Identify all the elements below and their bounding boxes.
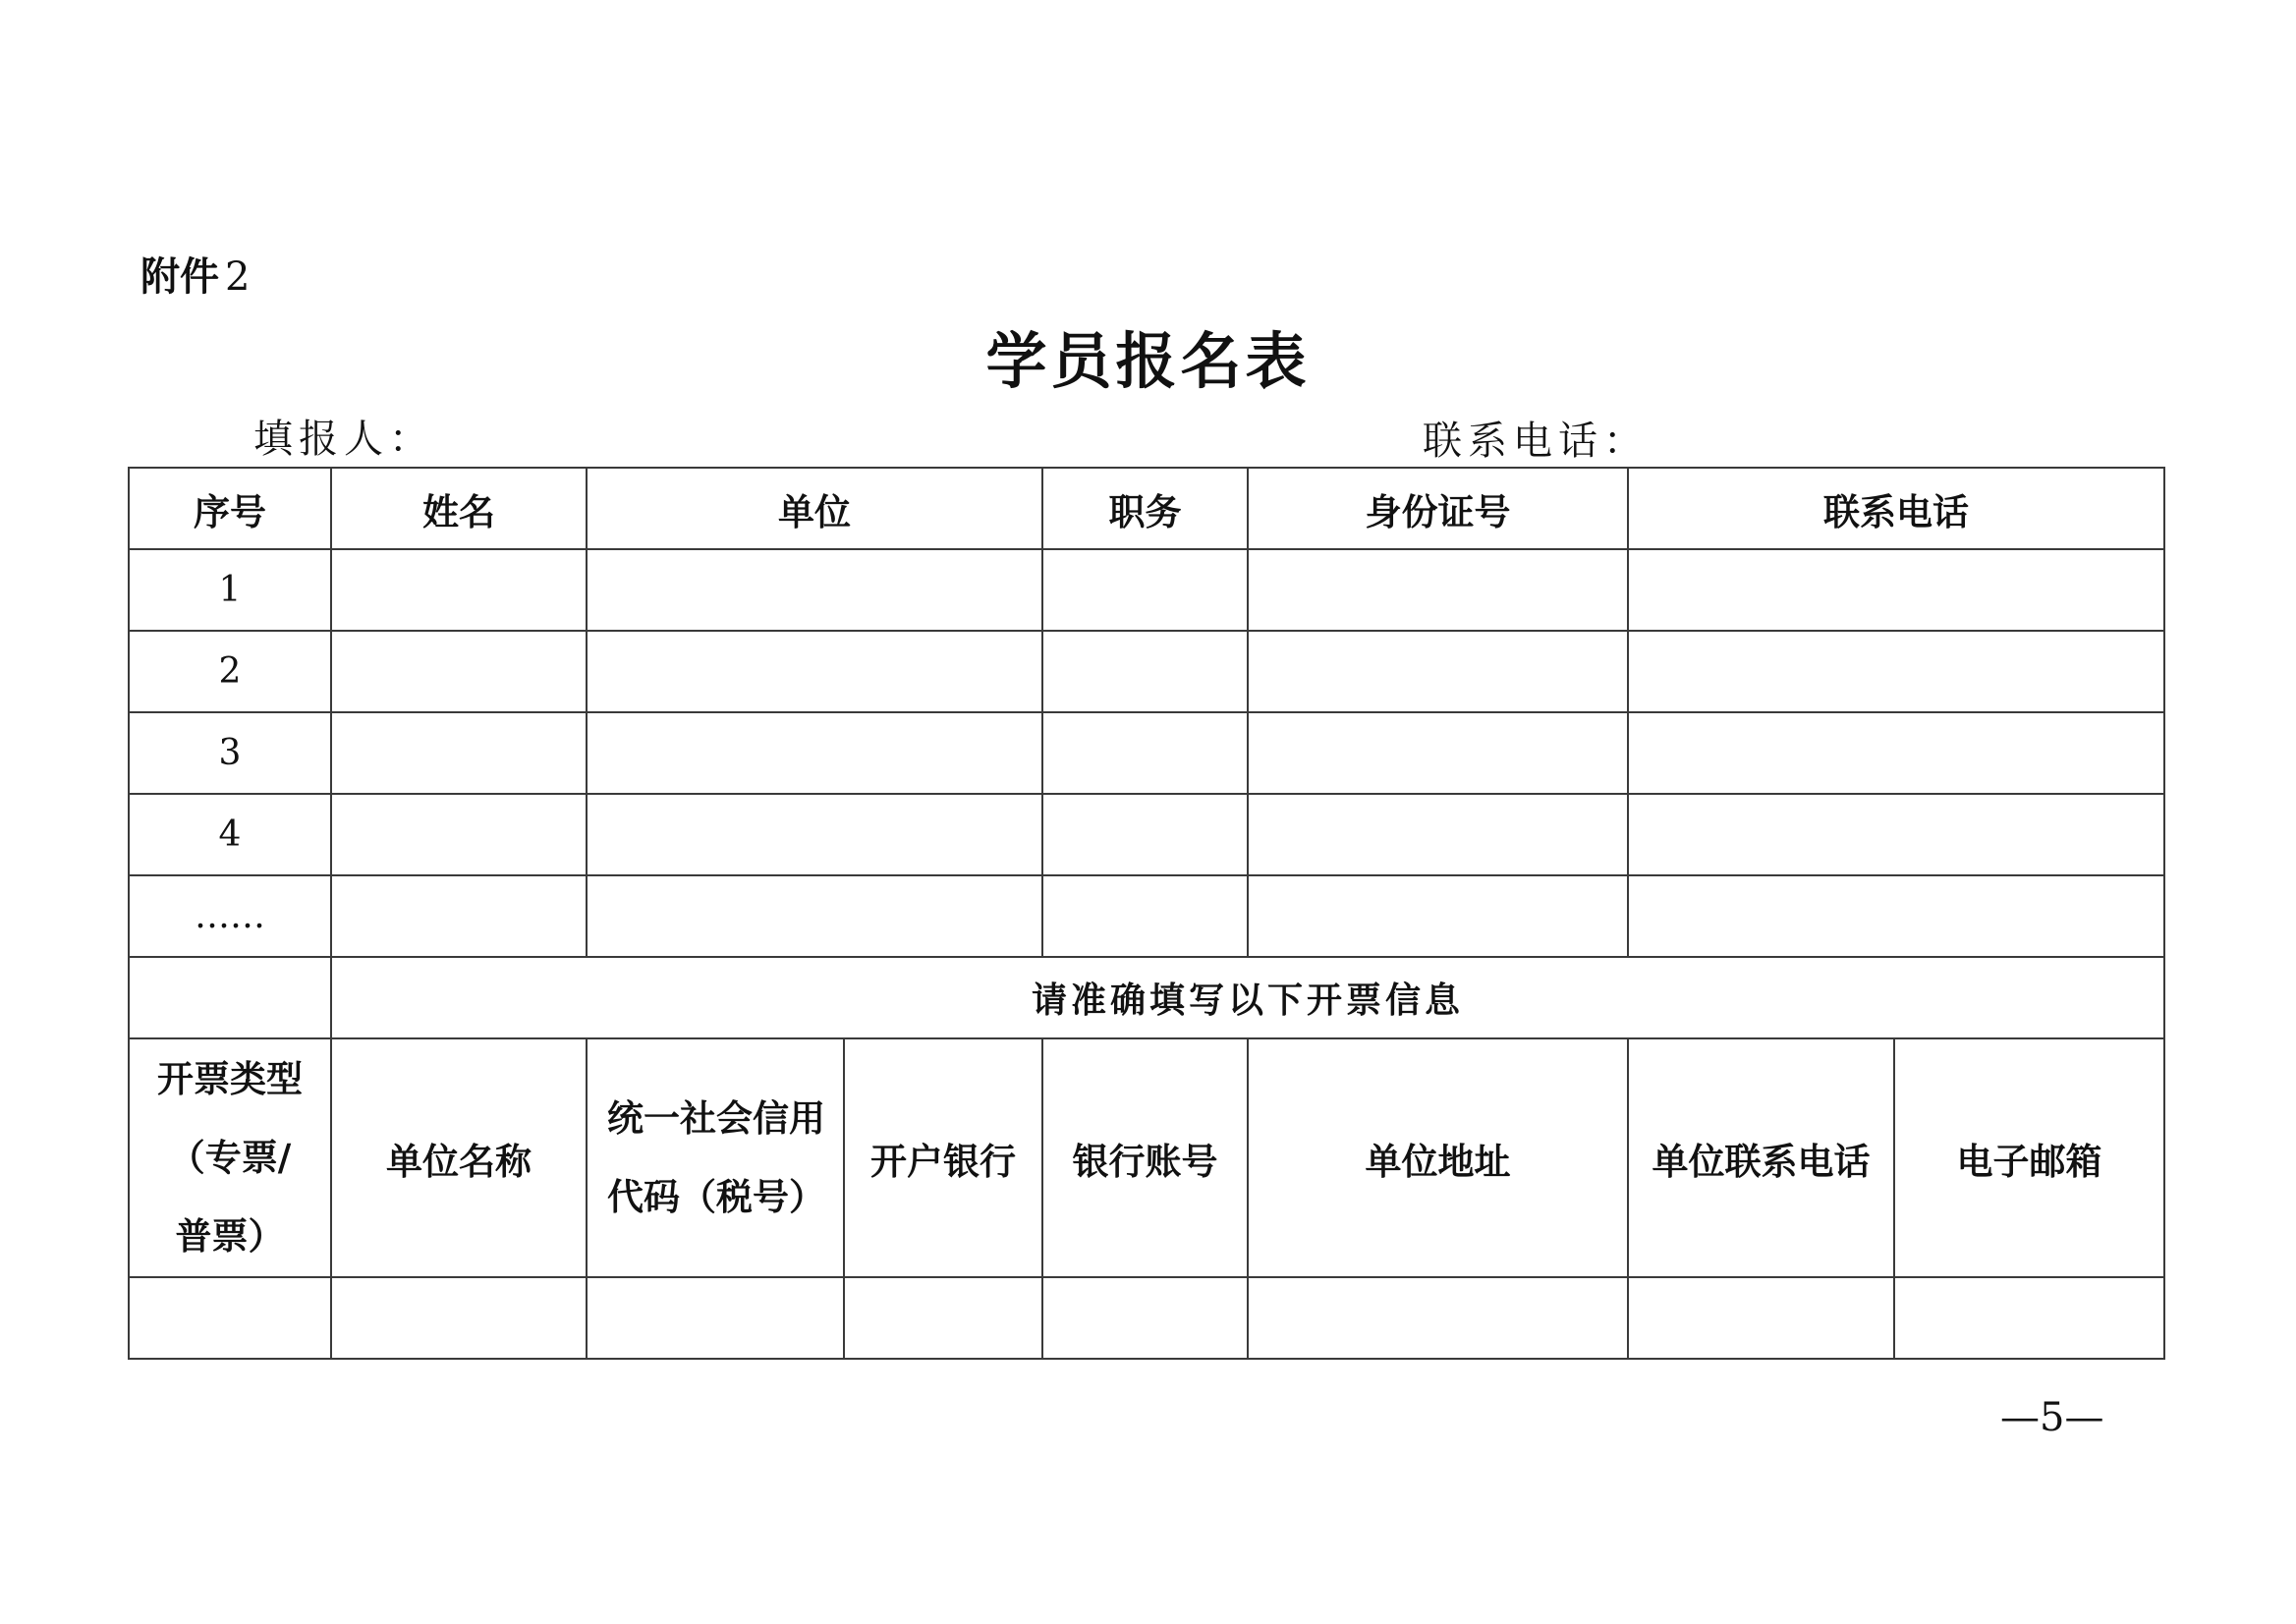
cell-name[interactable]	[331, 712, 587, 794]
table-row	[129, 549, 2164, 631]
invoice-type-line: 开票类型	[157, 1057, 303, 1100]
cell-bank[interactable]	[844, 1277, 1042, 1359]
invoice-header-unit-name: 单位名称	[331, 1038, 587, 1277]
cell-position[interactable]	[1042, 875, 1248, 957]
cell-phone[interactable]	[1628, 875, 2164, 957]
header-row	[129, 468, 2164, 549]
cell-address[interactable]	[1248, 1277, 1628, 1359]
header-seq: 序号	[129, 468, 331, 549]
cell-unit[interactable]	[587, 549, 1042, 631]
credit-code-line: 统一社会信用	[607, 1096, 825, 1140]
document-title: 学员报名表	[985, 325, 1311, 397]
row-seq: 3	[129, 712, 331, 794]
invoice-header-address: 单位地址	[1248, 1038, 1628, 1277]
row-seq: 1	[129, 549, 331, 631]
invoice-type-line: 普票）	[175, 1214, 285, 1258]
registration-table	[128, 467, 2165, 1360]
attachment-label	[140, 246, 250, 302]
page-number: —5—	[2000, 1395, 2104, 1440]
filler-label: 填报人：	[253, 417, 434, 462]
invoice-header-email: 电子邮箱	[1894, 1038, 2164, 1277]
invoice-header-row	[129, 1038, 2164, 1277]
cell-id-number[interactable]	[1248, 631, 1628, 712]
invoice-header-bank: 开户银行	[844, 1038, 1042, 1277]
cell-unit[interactable]	[587, 794, 1042, 875]
credit-code-line: 代码（税号）	[607, 1175, 825, 1218]
row-seq: 2	[129, 631, 331, 712]
invoice-notice: 请准确填写以下开票信息	[331, 957, 2164, 1038]
header-unit: 单位	[587, 468, 1042, 549]
table-row	[129, 712, 2164, 794]
invoice-data-row	[129, 1277, 2164, 1359]
cell-email[interactable]	[1894, 1277, 2164, 1359]
cell-name[interactable]	[331, 631, 587, 712]
contact-phone-label: 联系电话：	[1423, 419, 1649, 464]
cell-unit-name[interactable]	[331, 1277, 587, 1359]
cell-unit[interactable]	[587, 712, 1042, 794]
cell-credit-code[interactable]	[587, 1277, 844, 1359]
cell-position[interactable]	[1042, 794, 1248, 875]
header-name: 姓名	[331, 468, 587, 549]
header-position: 职务	[1042, 468, 1248, 549]
cell-account[interactable]	[1042, 1277, 1248, 1359]
table-row	[129, 875, 2164, 957]
cell-unit[interactable]	[587, 875, 1042, 957]
cell-id-number[interactable]	[1248, 875, 1628, 957]
cell-unit[interactable]	[587, 631, 1042, 712]
cell-name[interactable]	[331, 875, 587, 957]
table-row	[129, 794, 2164, 875]
cell-id-number[interactable]	[1248, 794, 1628, 875]
cell-unit-phone[interactable]	[1628, 1277, 1894, 1359]
header-phone: 联系电话	[1628, 468, 2164, 549]
table-row	[129, 631, 2164, 712]
invoice-header-credit-code	[587, 1038, 844, 1277]
invoice-type-line: （专票/	[168, 1136, 292, 1179]
invoice-notice-row	[129, 957, 2164, 1038]
cell-position[interactable]	[1042, 549, 1248, 631]
invoice-header-account: 银行账号	[1042, 1038, 1248, 1277]
invoice-header-type	[129, 1038, 331, 1277]
cell-position[interactable]	[1042, 712, 1248, 794]
cell-phone[interactable]	[1628, 549, 2164, 631]
row-seq: ……	[129, 875, 331, 957]
cell-id-number[interactable]	[1248, 712, 1628, 794]
cell-phone[interactable]	[1628, 794, 2164, 875]
cell-phone[interactable]	[1628, 712, 2164, 794]
header-id-number: 身份证号	[1248, 468, 1628, 549]
invoice-header-phone: 单位联系电话	[1628, 1038, 1894, 1277]
cell-position[interactable]	[1042, 631, 1248, 712]
attachment-number: 2	[225, 254, 251, 300]
row-seq: 4	[129, 794, 331, 875]
cell-name[interactable]	[331, 794, 587, 875]
invoice-notice-empty-cell	[129, 957, 331, 1038]
attachment-text: 附件	[140, 254, 219, 300]
cell-phone[interactable]	[1628, 631, 2164, 712]
cell-id-number[interactable]	[1248, 549, 1628, 631]
cell-invoice-type[interactable]	[129, 1277, 331, 1359]
cell-name[interactable]	[331, 549, 587, 631]
